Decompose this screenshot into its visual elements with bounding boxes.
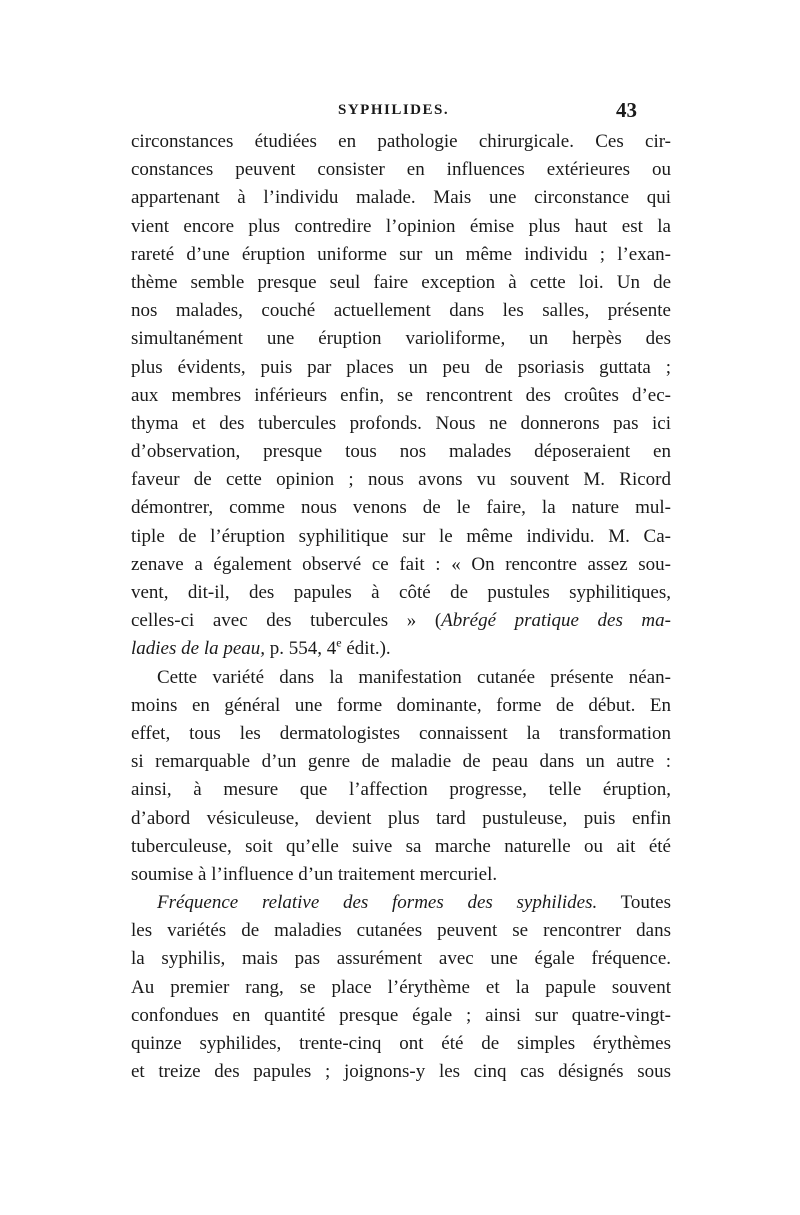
- text-line: quinze syphilides, trente-cinq ont été de simples érythèmes: [131, 1033, 671, 1054]
- text-line: vent, dit-il, des papules à côté de pustules syphilitiques,: [131, 582, 671, 603]
- text-line: soumise à l’influence d’un traitement mercuriel.: [131, 863, 498, 885]
- text-line: [131, 635, 671, 663]
- text-line: zenave a également observé ce fait : « On rencontre assez sou-: [131, 553, 671, 575]
- page-number: 43: [616, 98, 637, 122]
- text-line: d’observation, presque tous nos malades déposeraient en: [131, 441, 671, 463]
- text-line: effet, tous les dermatologistes connaissent la transformation: [131, 722, 671, 744]
- text-line: plus évidents, puis par places un peu de psoriasis guttata ;: [131, 356, 671, 378]
- text-line: la syphilis, mais pas assurément avec une égale fréquence.: [131, 948, 671, 970]
- text-line: confondues en quantité presque égale ; ainsi sur quatre-vingt-: [131, 1004, 671, 1026]
- text-line: tuberculeuse, soit qu’elle suive sa marche naturelle ou ait été: [131, 835, 671, 857]
- text-line: et treize des papules ; joignons-y les cinq cas désignés sous: [131, 1061, 671, 1083]
- text-line: moins en général une forme dominante, forme de début. En: [131, 694, 671, 716]
- text-segment: celles-ci avec des tubercules » (: [131, 610, 442, 632]
- text-line: constances peuvent consister en influences extérieures ou: [131, 159, 671, 181]
- citation-title: Abrégé pratique des ma-: [441, 610, 671, 632]
- text-line: [131, 889, 671, 917]
- text-line: si remarquable d’un genre de maladie de peau dans un autre :: [131, 751, 671, 773]
- text-line: aux membres inférieurs enfin, se rencontrent des croûtes d’ec-: [131, 384, 671, 406]
- text-line: nos malades, couché actuellement dans les salles, présente: [131, 300, 671, 322]
- text-line: Au premier rang, se place l’érythème et la papule souvent: [131, 976, 671, 998]
- text-line: d’abord vésiculeuse, devient plus tard pustuleuse, puis enfin: [131, 807, 671, 829]
- text-line: ainsi, à mesure que l’affection progresse, telle éruption,: [131, 779, 671, 801]
- edition-superscript: e: [336, 636, 342, 651]
- text-segment: Toutes: [597, 892, 671, 914]
- text-line: faveur de cette opinion ; nous avons vu souvent M. Ricord: [131, 469, 671, 491]
- text-line: démontrer, comme nous venons de le faire, la nature mul-: [131, 497, 671, 519]
- section-heading: Fréquence relative des formes des syphilides.: [157, 892, 598, 914]
- text-line: vient encore plus contredire l’opinion émise plus haut est la: [131, 215, 671, 237]
- text-segment: édit.).: [341, 638, 391, 660]
- text-segment: p. 554, 4: [265, 638, 337, 660]
- text-line: circonstances étudiées en pathologie chirurgicale. Ces cir-: [131, 131, 671, 152]
- text-line: Cette variété dans la manifestation cutanée présente néan-: [157, 666, 671, 688]
- text-line: thyma et des tubercules profonds. Nous ne donnerons pas ici: [131, 412, 671, 434]
- text-line: simultanément une éruption varioliforme, un herpès des: [131, 328, 671, 350]
- citation-title-cont: ladies de la peau,: [131, 638, 266, 660]
- running-header: [0, 98, 800, 128]
- text-line: les variétés de maladies cutanées peuvent se rencontrer dans: [131, 920, 671, 942]
- text-line: rareté d’une éruption uniforme sur un même individu ; l’exan-: [131, 243, 671, 265]
- text-line: thème semble presque seul faire exception à cette loi. Un de: [131, 271, 671, 293]
- running-title: SYPHILIDES.: [338, 102, 450, 118]
- text-line: tiple de l’éruption syphilitique sur le même individu. M. Ca-: [131, 525, 671, 547]
- text-line: appartenant à l’individu malade. Mais une circonstance qui: [131, 187, 671, 209]
- body-text: [131, 128, 671, 1086]
- text-line: [131, 607, 671, 635]
